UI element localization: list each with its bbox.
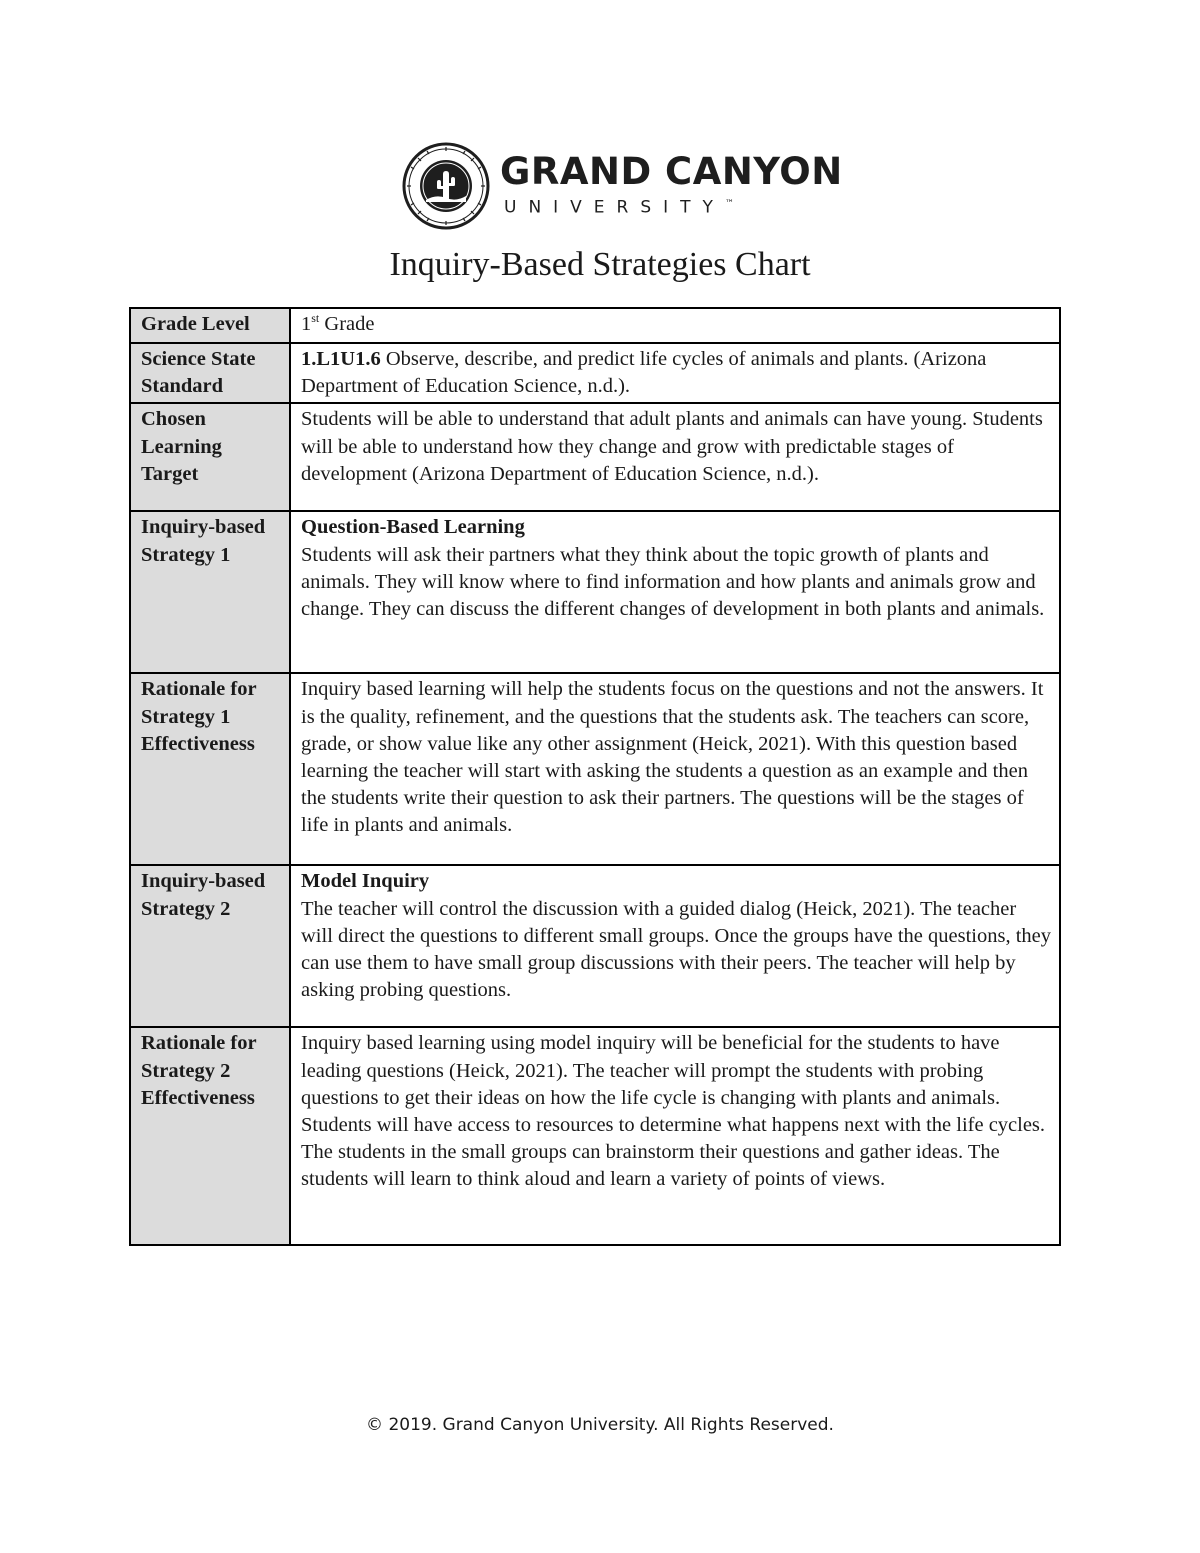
table-row-learning-target: [130, 403, 1060, 511]
standard-value: [290, 343, 1060, 403]
copyright-footer: © 2019. Grand Canyon University. All Rights Reserved.: [366, 1415, 834, 1435]
strategy-2-value: [290, 865, 1060, 1027]
grade-text: Grade: [319, 313, 375, 335]
table-row-strategy-2: [130, 865, 1060, 1027]
rationale-1-label: Rationale for Strategy 1 Effectiveness: [130, 673, 290, 865]
standard-code: 1.L1U1.6: [301, 348, 381, 370]
table-row-grade-level: [130, 308, 1060, 343]
strategy-2-text: The teacher will control the discussion with a guided dialog (Heick, 2021). The teacher will direct the questions to different small groups. Once the groups have the questions, they can use them to have small group discussions with their peers. The teacher will help by asking probing questions.: [301, 897, 1051, 1002]
grade-level-value: [290, 308, 1060, 343]
table-row-rationale-1: [130, 673, 1060, 865]
table-row-rationale-2: [130, 1027, 1060, 1245]
grade-ordinal-suffix: st: [311, 311, 320, 326]
table-row-standard: [130, 343, 1060, 403]
grade-level-label: Grade Level: [130, 308, 290, 343]
strategy-1-name: Question-Based Learning: [301, 516, 525, 539]
rationale-2-label: Rationale for Strategy 2 Effectiveness: [130, 1027, 290, 1245]
learning-target-value: Students will be able to understand that adult plants and animals can have young. Students will be able to understand how they change and grow with predictable stages of development (Arizona Department of Education Science, n.d.).: [290, 403, 1060, 511]
university-logo: [402, 142, 843, 230]
rationale-2-value: Inquiry based learning using model inquiry will be beneficial for the students to have leading questions (Heick, 2021). The teacher will prompt the students with probing questions to get their ideas on how the life cycle is changing with plants and animals. Students will have access to resources to determine what happens next with the life cycles. The students in the small groups can brainstorm their questions and gather ideas. The students will learn to think aloud and learn a variety of points of views.: [290, 1027, 1060, 1245]
document-title: Inquiry-Based Strategies Chart: [389, 246, 811, 283]
university-name-line1: GRAND CANYON: [500, 150, 843, 194]
university-seal-icon: [402, 142, 490, 230]
standard-text: Observe, describe, and predict life cycles of animals and plants. (Arizona Department of Education Science, n.d.).: [301, 348, 987, 398]
university-name-line2-text: UNIVERSITY: [504, 197, 725, 218]
learning-target-label: Chosen Learning Target: [130, 403, 290, 511]
strategy-2-label: Inquiry-based Strategy 2: [130, 865, 290, 1027]
strategy-1-label: Inquiry-based Strategy 1: [130, 511, 290, 673]
strategies-chart-table: [129, 307, 1061, 1246]
university-wordmark: [500, 150, 843, 219]
strategy-2-name: Model Inquiry: [301, 870, 430, 893]
strategy-1-text: Students will ask their partners what they think about the topic growth of plants and animals. They will know where to find information and how plants and animals grow and change. They can discuss the different changes of development in both plants and animals.: [301, 543, 1045, 621]
grade-number: 1: [301, 313, 312, 335]
strategy-1-value: [290, 511, 1060, 673]
university-name-line2: [500, 193, 843, 219]
trademark-symbol: ™: [724, 199, 734, 210]
standard-label: Science State Standard: [130, 343, 290, 403]
table-row-strategy-1: [130, 511, 1060, 673]
rationale-1-value: Inquiry based learning will help the students focus on the questions and not the answers. It is the quality, refinement, and the questions that the students ask. The teachers can score, grade, or show value like any other assignment (Heick, 2021). With this question based learning the teacher will start with asking the students a question as an example and then the students write their question to ask their partners. The questions will be the stages of life in plants and animals.: [290, 673, 1060, 865]
